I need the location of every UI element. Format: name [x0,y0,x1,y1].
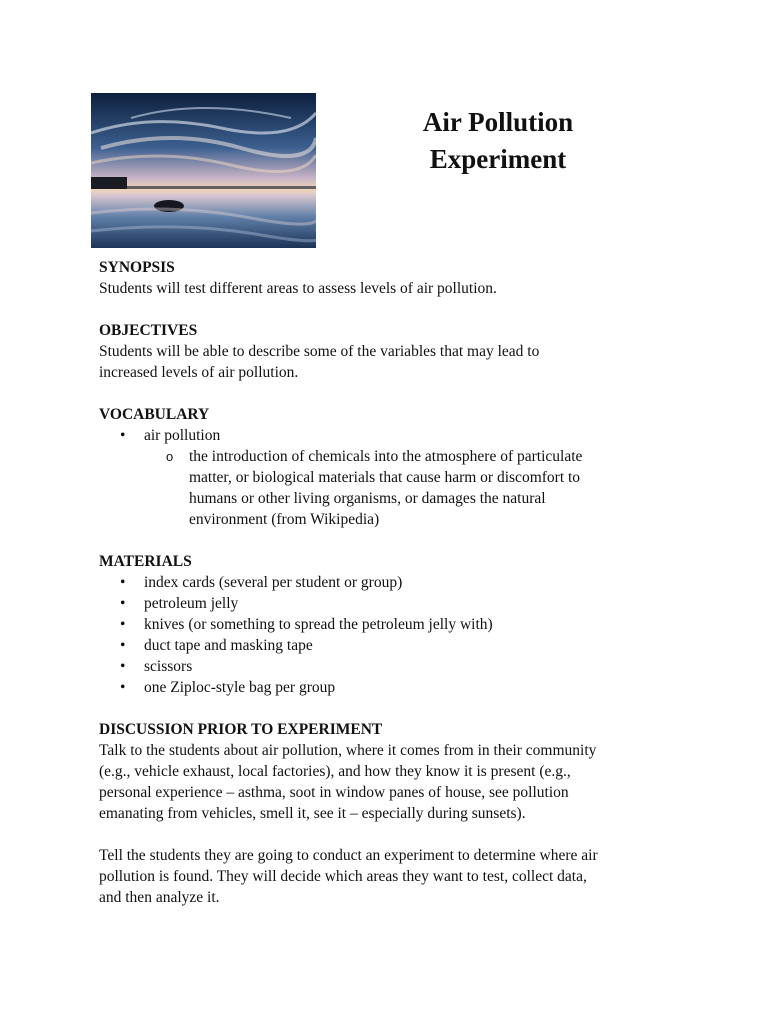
materials-section [99,551,699,698]
objectives-line: increased levels of air pollution. [99,364,299,381]
vocabulary-list [99,425,699,446]
definition-line: environment (from Wikipedia) [189,511,380,528]
bullet-icon: • [120,679,126,696]
material-item: one Ziploc-style bag per group [144,679,336,696]
discussion-line: personal experience – asthma, soot in window panes of house, see pollution [99,784,569,801]
material-item: duct tape and masking tape [144,637,313,654]
title-line-2: Experiment [429,144,567,174]
materials-list [99,572,699,698]
vocabulary-definition [99,446,699,530]
circle-bullet-icon: o [166,449,174,464]
material-item: scissors [144,658,193,675]
bullet-icon: • [120,637,126,654]
materials-heading: MATERIALS [99,553,192,570]
definition-line: the introduction of chemicals into the atmosphere of particulate [189,448,583,465]
vocabulary-heading: VOCABULARY [99,406,210,423]
definition-line: matter, or biological materials that cause harm or discomfort to [189,469,581,486]
list-item [99,425,699,446]
discussion-heading: DISCUSSION PRIOR TO EXPERIMENT [99,721,383,738]
page-title [372,104,624,178]
material-item: petroleum jelly [144,595,239,612]
vocabulary-term: air pollution [144,427,221,444]
bullet-icon: • [120,427,126,444]
bullet-icon: • [120,658,126,675]
list-item [99,635,699,656]
list-item [99,446,699,530]
list-item [99,614,699,635]
material-item: knives (or something to spread the petroleum jelly with) [144,616,493,633]
discussion-line: Talk to the students about air pollution, where it comes from in their community [99,742,597,759]
sunset-beach-photo [91,93,316,248]
list-item [99,656,699,677]
discussion-section [99,719,699,824]
definition-line: humans or other living organisms, or damages the natural [189,490,546,507]
title-line-1: Air Pollution [422,107,574,137]
document-body [99,257,699,929]
list-item [99,677,699,698]
objectives-section [99,320,699,383]
bullet-icon: • [120,595,126,612]
objectives-heading: OBJECTIVES [99,322,198,339]
list-item [99,593,699,614]
discussion-line: pollution is found. They will decide which areas they want to test, collect data, [99,868,587,885]
bullet-icon: • [120,574,126,591]
discussion-line: emanating from vehicles, smell it, see it – especially during sunsets). [99,805,526,822]
discussion-line: (e.g., vehicle exhaust, local factories), and how they know it is present (e.g., [99,763,571,780]
discussion-paragraph-2 [99,845,699,908]
synopsis-heading: SYNOPSIS [99,259,175,276]
vocabulary-section [99,404,699,530]
list-item [99,572,699,593]
objectives-line: Students will be able to describe some of the variables that may lead to [99,343,540,360]
discussion-line: and then analyze it. [99,889,220,906]
material-item: index cards (several per student or group) [144,574,403,591]
synopsis-text: Students will test different areas to assess levels of air pollution. [99,280,497,297]
discussion-line: Tell the students they are going to conduct an experiment to determine where air [99,847,598,864]
synopsis-section [99,257,699,299]
bullet-icon: • [120,616,126,633]
